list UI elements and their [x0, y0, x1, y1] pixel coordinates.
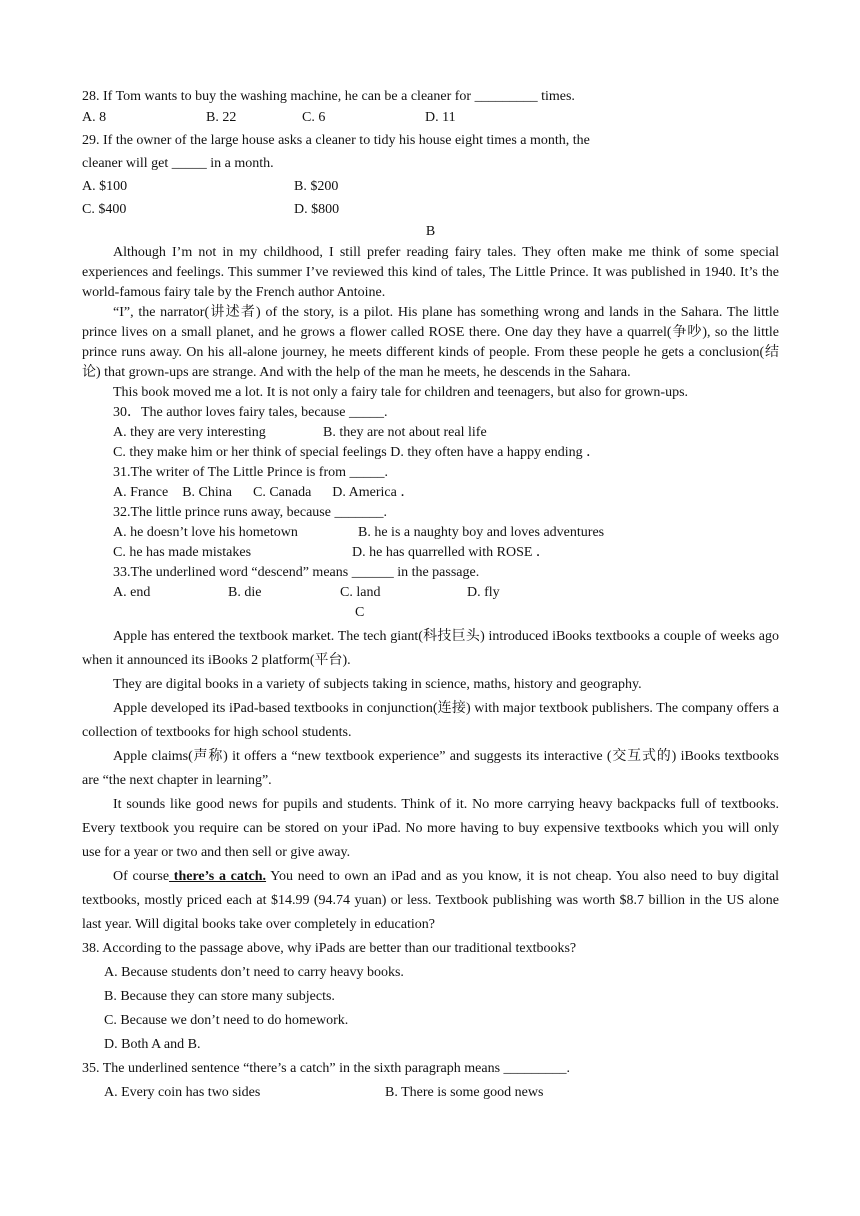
q28-option-a: A. 8 [82, 110, 107, 125]
section-c-paragraph-3: Apple developed its iPad-based textbooks in conjunction(连接) with major textbook publishers. The company offers a collection of textbooks for high school students. [82, 701, 779, 740]
section-b-heading: B [425, 224, 436, 239]
q33-option-a: A. end [113, 585, 151, 600]
q33-stem: 33.The underlined word “descend” means ______ in the passage. [113, 565, 480, 580]
q29-stem-line1: 29. If the owner of the large house asks a cleaner to tidy his house eight times a month, the [82, 133, 590, 148]
q30-options-row1 [82, 423, 779, 443]
section-c-paragraph-6 [82, 865, 779, 937]
q32-option-c: C. he has made mistakes [113, 545, 252, 560]
q33-options [82, 583, 779, 603]
section-c-paragraph-2: They are digital books in a variety of subjects taking in science, maths, history and geography. [113, 677, 642, 692]
q29-stem-line2: cleaner will get _____ in a month. [82, 156, 274, 171]
q38-stem: 38. According to the passage above, why iPads are better than our traditional textbooks? [82, 941, 577, 956]
p6-underlined-phrase-2: catch. [225, 869, 267, 884]
q28-stem: 28. If Tom wants to buy the washing machine, he can be a cleaner for _________ times. [82, 89, 575, 104]
q30-option-a: A. they are very interesting [113, 425, 266, 440]
q38-option-a: A. Because students don’t need to carry heavy books. [104, 965, 404, 980]
q30-option-b: B. they are not about real life [323, 425, 487, 440]
section-b-paragraph-3: This book moved me a lot. It is not only a fairy tale for children and teenagers, but also for grown-ups. [113, 385, 689, 400]
q33-option-b: B. die [228, 585, 262, 600]
section-b-paragraph-1: Although I’m not in my childhood, I still prefer reading fairy tales. They often make me think of some special experiences and feelings. This summer I’ve reviewed this kind of tales, The Little Prince. It was published in 1940. It’s the world-famous fairy tale by the French author Antoine. [82, 245, 779, 300]
q32-option-a: A. he doesn’t love his hometown [113, 525, 298, 540]
q35-option-a: A. Every coin has two sides [104, 1085, 261, 1100]
q28-option-b: B. 22 [206, 110, 237, 125]
q32-options-row2 [82, 543, 779, 563]
q29-option-c: C. $400 [82, 202, 127, 217]
q38-option-b: B. Because they can store many subjects. [104, 989, 335, 1004]
p6-body-text: You need to own an iPad and as you know, it is not cheap. You also need to buy digital textbooks, mostly priced each at $14.99 (94.74 yuan) or less. Textbook publishing was worth $8.7 billion in the US alone last year. Will digital books take over completely in education? [82, 869, 779, 932]
section-c-paragraph-4: Apple claims(声称) it offers a “new textbook experience” and suggests its interactive (交互式的) iBooks textbooks are “the next chapter in learning”. [82, 749, 779, 788]
q30-stem: 30．The author loves fairy tales, because _____. [113, 405, 388, 420]
p6-underlined-phrase-1: there’s a [169, 869, 226, 884]
q32-option-b: B. he is a naughty boy and loves adventures [358, 525, 605, 540]
q29-option-d: D. $800 [294, 202, 340, 217]
section-c-heading: C [355, 605, 365, 620]
q29-options-row2 [82, 199, 779, 220]
section-c-paragraph-1: Apple has entered the textbook market. The tech giant(科技巨头) introduced iBooks textbooks a couple of weeks ago when it announced its iBooks 2 platform(平台). [82, 629, 779, 668]
q35-options [82, 1081, 779, 1105]
exam-page [82, 86, 779, 1105]
section-b-paragraph-2: “I”, the narrator(讲述者) of the story, is a pilot. His plane has something wrong and lands in the Sahara. The little prince lives on a small planet, and he grows a flower called ROSE there. One day they have a quarrel(争吵), so the little prince runs away. On his all-alone journey, he meets different kinds of people. From these people he gets a conclusion(结论) that grown-ups are strange. And with the help of the man he meets, he descends in the Sahara. [82, 305, 779, 380]
section-c-heading-row [82, 603, 779, 623]
q32-option-d: D. he has quarrelled with ROSE ． [352, 545, 550, 560]
p6-lead-text: Of course [113, 869, 170, 884]
section-c-paragraph-5: It sounds like good news for pupils and students. Think of it. No more carrying heavy backpacks full of textbooks. Every textbook you require can be stored on your iPad. No more having to buy expensive textbooks which you will only use for a year or two and then sell or give away. [82, 797, 779, 860]
q32-stem: 32.The little prince runs away, because _______. [113, 505, 387, 520]
q35-option-b: B. There is some good news [385, 1085, 544, 1100]
q29-option-a: A. $100 [82, 179, 128, 194]
q33-option-c: C. land [340, 585, 381, 600]
q32-options-row1 [82, 523, 779, 543]
q38-option-d: D. Both A and B. [104, 1037, 201, 1052]
q29-options-row1 [82, 176, 779, 197]
q29-option-b: B. $200 [294, 179, 339, 194]
q31-options: A. France B. China C. Canada D. America ． [113, 485, 415, 500]
q30-options-row2: C. they make him or her think of special feelings D. they often have a happy ending ． [113, 445, 601, 460]
q28-options [82, 107, 779, 128]
q31-stem: 31.The writer of The Little Prince is from _____. [113, 465, 389, 480]
q38-option-c: C. Because we don’t need to do homework. [104, 1013, 349, 1028]
q35-stem: 35. The underlined sentence “there’s a catch” in the sixth paragraph means _________. [82, 1061, 571, 1076]
q33-option-d: D. fly [467, 585, 500, 600]
q28-option-c: C. 6 [302, 110, 326, 125]
q28-option-d: D. 11 [425, 110, 456, 125]
